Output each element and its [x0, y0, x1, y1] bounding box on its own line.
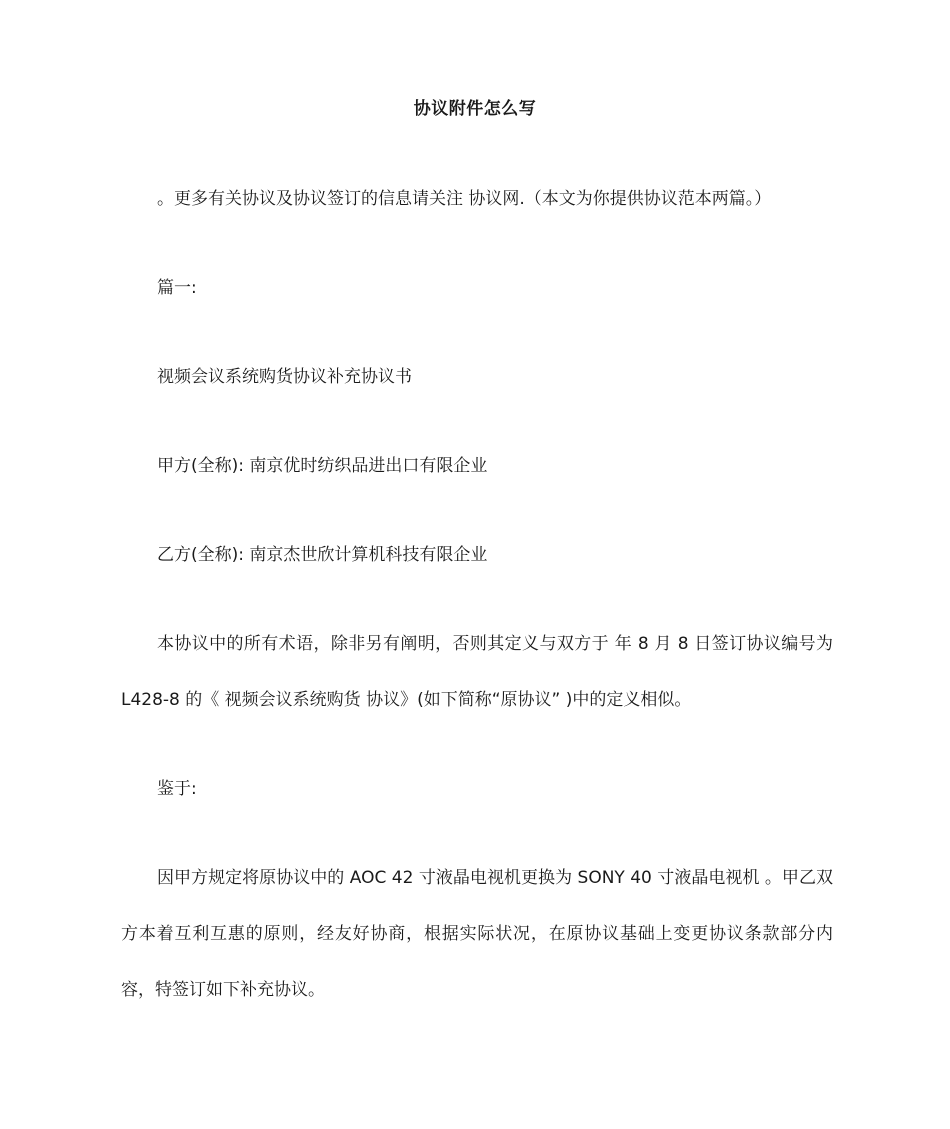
agreement-name: 视频会议系统购货协议补充协议书	[157, 367, 412, 387]
section-heading-part-one: 篇一:	[157, 278, 197, 298]
whereas-heading: 鉴于:	[157, 779, 197, 799]
intro-paragraph: 。更多有关协议及协议签订的信息请关注 协议网.（本文为你提供协议范本两篇。）	[157, 189, 772, 209]
party-b-line: 乙方(全称): 南京杰世欣计算机科技有限企业	[157, 545, 488, 565]
party-a-line: 甲方(全称): 南京优时纺织品进出口有限企业	[157, 456, 488, 476]
terms-definition-paragraph: 本协议中的所有术语，除非另有阐明，否则其定义与双方于 年 8 月 8 日签订协议编号为 L428-8 的《 视频会议系统购货 协议》(如下简称“原协议” )中的定义相似。	[121, 634, 833, 710]
document-title: 协议附件怎么写	[413, 99, 537, 119]
change-reason-paragraph: 因甲方规定将原协议中的 AOC 42 寸液晶电视机更换为 SONY 40 寸液晶电视机 。甲乙双方本着互利互惠的原则，经友好协商，根据实际状况，在原协议基础上变更协议条款部分内容，特签订如下补充协议。	[121, 868, 833, 1000]
